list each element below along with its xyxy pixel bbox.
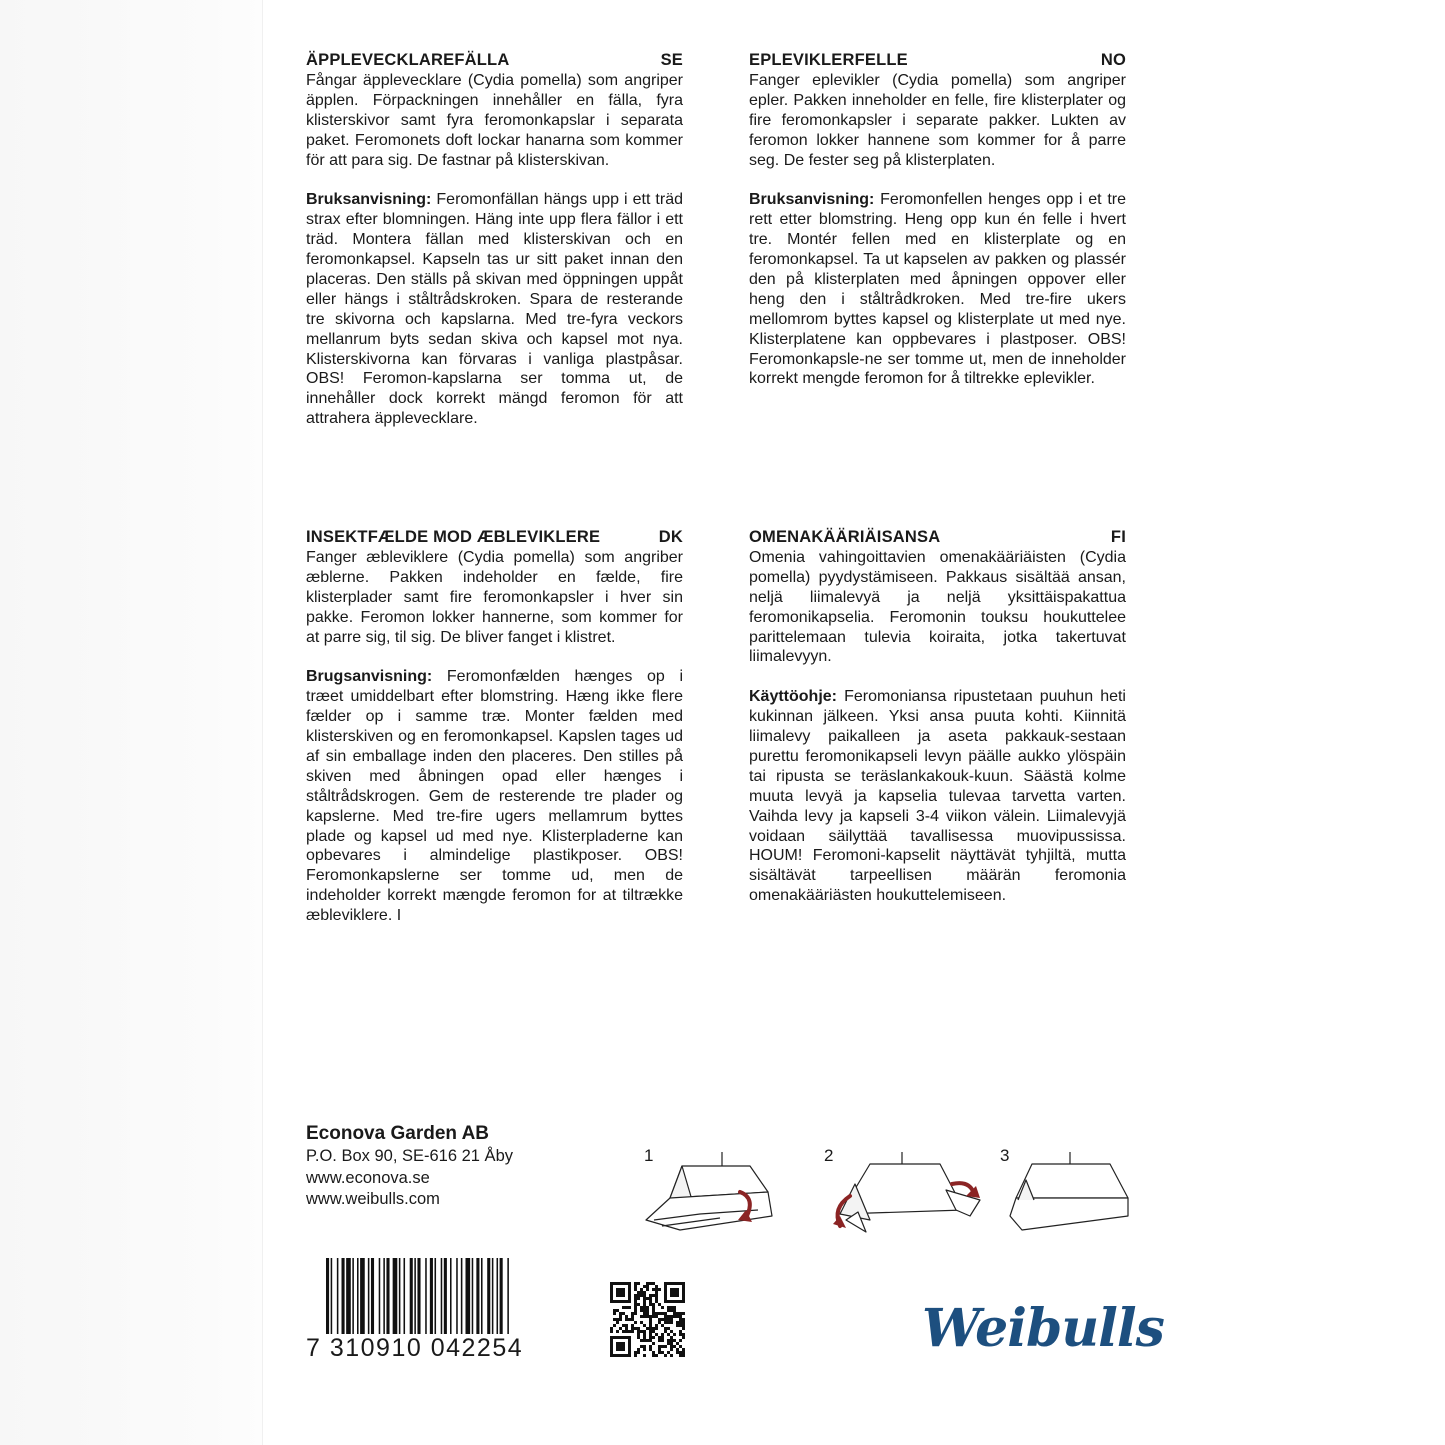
usage-body: Feromonfælden hænges op i træet umiddelbart efter blomstring. Hæng ikke flere fælder op i samme træ. Monter fælden med klisterskiven og en feromonkapsel. Kapslen tages ud af sin emballage inden den placeres. Den stilles på skiven med åbningen opad eller hænges i ståltrådskrogen. Gem de resterende tre plader og kapslerne. Med tre-fire ugers mellamrum byttes plade og kapsel ud med nye. Klisterpladerne kan opbevares i almindelige plastikposer. OBS! Feromonkapslerne ser tomme ud, men de indeholder korrekt mængde feromon for at tiltrække æbleviklere. I [306,668,684,925]
usage-text [749,687,1126,906]
usage-body: Feromonfällan hängs upp i ett träd strax efter blomningen. Häng inte upp flera fällor i ett träd. Montera fällan med klisterskivan och en feromonkapsel. Kapseln tas ur sitt paket innan den placeras. Den ställs på skivan med öppningen uppåt eller hängs i ståltrådskroken. Spara de resterande tre skivorna och kapslarna. Med tre-fyra veckors mellanrum byts sedan skiva och kapsel mot nya. Klisterskivorna kan förvaras i vanliga plastpåsar. OBS! Feromon-kapslarna ser tomma ut, de innehåller dock korrekt mängd feromon för att attrahera äpplevecklare. [306,191,683,428]
step-number: 3 [1000,1146,1010,1165]
usage-text [749,190,1126,389]
trap-step-3-icon [1010,1152,1128,1230]
usage-body: Feromoniansa ripustetaan puuhun heti kukinnan jälkeen. Yksi ansa puuta kohti. Kiinnitä liimalevy paikalleen ja aseta pakkauk-sestaan purettu feromonikapseli levyn päälle aukko ylöspäin tai ripusta se teräslankakouk-kuun. Säästä kolme muuta levyä ja kapselia tulevaa tarvetta varten. Vaihda levy ja kapseli 3-4 viikon välein. Liimalevyjä voidaan säilyttää tavallisessa muovipussissa. HOUM! Feromoni-kapselit näyttävät tyhjiltä, mutta sisältävät tarpeellisen määrän feromonia omenakääriästen houkuttelemiseen. [749,688,1126,905]
section-title: EPLEVIKLERFELLE [749,51,908,69]
trap-step-1-icon [646,1152,772,1230]
language-code: FI [1110,528,1126,546]
company-name: Econova Garden AB [306,1123,490,1144]
section-header [749,528,1126,548]
assembly-diagram [640,1140,1140,1240]
intro-text: Fångar äpplevecklare (Cydia pomella) som angriper äpplen. Förpackningen innehåller en fälla, fyra klisterskivor samt fyra feromonkapslar i separata paket. Feromonets doft lockar hanarna som kommer för att para sig. De fastnar på klisterskivan. [306,71,683,169]
usage-label: Bruksanvisning: [749,191,875,209]
trap-step-2-icon [840,1152,980,1232]
intro-text: Omenia vahingoittavien omenakääriäisten (Cydia pomella) pyydystämiseen. Pakkaus sisältää ansan, neljä liimalevyä ja neljä yksittäispakattua feromonikapselia. Feromonin touksu houkuttelee parittelemaan tulevia koiraita, jotka takertuvat liimalevyyn. [749,548,1126,666]
brand-website: www.weibulls.com [306,1190,440,1208]
qr-code [610,1282,685,1357]
usage-body: Feromonfellen henges opp i et tre rett etter blomstring. Heng opp kun én felle i hvert tre. Montér fellen med en klisterplate og en feromonkapsel. Ta ut kapselen av pakken og plassér den på klisterplaten med åpningen oppover eller heng den i ståltrådkroken. Med tre-fire ukers mellomrom byttes kapsel og klisterplate ut med nye. Klisterplatene kan oppbevares i plastposer. OBS! Feromonkapsle-ne ser tomme ut, men de inneholder korrekt mengde feromon for å tiltrekke eplevikler. [749,191,1126,388]
usage-text [306,667,683,926]
step-number: 1 [644,1146,654,1165]
usage-label: Käyttöohje: [749,688,837,706]
section-title: OMENAKÄÄRIÄISANSA [749,528,941,546]
intro-text: Fanger æbleviklere (Cydia pomella) som angriber æblerne. Pakken indeholder en fælde, fire klisterplader samt fire feromonkapsler i hver sin pakke. Feromon lokker hannerne, som kommer for at parre sig, til sig. De bliver fanget i klistret. [306,548,683,646]
language-code: SE [660,51,683,69]
language-code: DK [658,528,683,546]
usage-text [306,190,683,429]
language-code: NO [1100,51,1126,69]
company-website: www.econova.se [306,1168,430,1187]
section-header [306,528,683,548]
usage-label: Brugsanvisning: [306,668,433,686]
section-dk [306,528,683,946]
step-number: 2 [824,1146,834,1165]
page-edge-shadow [0,0,263,1445]
section-header [749,51,1126,71]
trap-illustrations [640,1140,1140,1240]
company-address: P.O. Box 90, SE-616 21 Åby [306,1147,513,1165]
intro-text: Fanger eplevikler (Cydia pomella) som angriper epler. Pakken inneholder en felle, fire klisterplater og fire feromonkapsler i separate pakker. Lukten av feromon lokker hannene som kommer for å parre seg. De fester seg på klisterplaten. [749,71,1126,169]
company-info [306,1122,513,1211]
weibulls-logo: Weibulls [922,1298,1164,1359]
barcode-number: 7 310910 042254 [306,1334,524,1362]
section-se [306,51,683,449]
section-fi [749,528,1126,926]
section-title: ÄPPLEVECKLAREFÄLLA [306,51,510,69]
section-title: INSEKTFÆLDE MOD ÆBLEVIKLERE [306,528,601,546]
section-header [306,51,683,71]
section-no [749,51,1126,409]
usage-label: Bruksanvisning: [306,191,432,209]
